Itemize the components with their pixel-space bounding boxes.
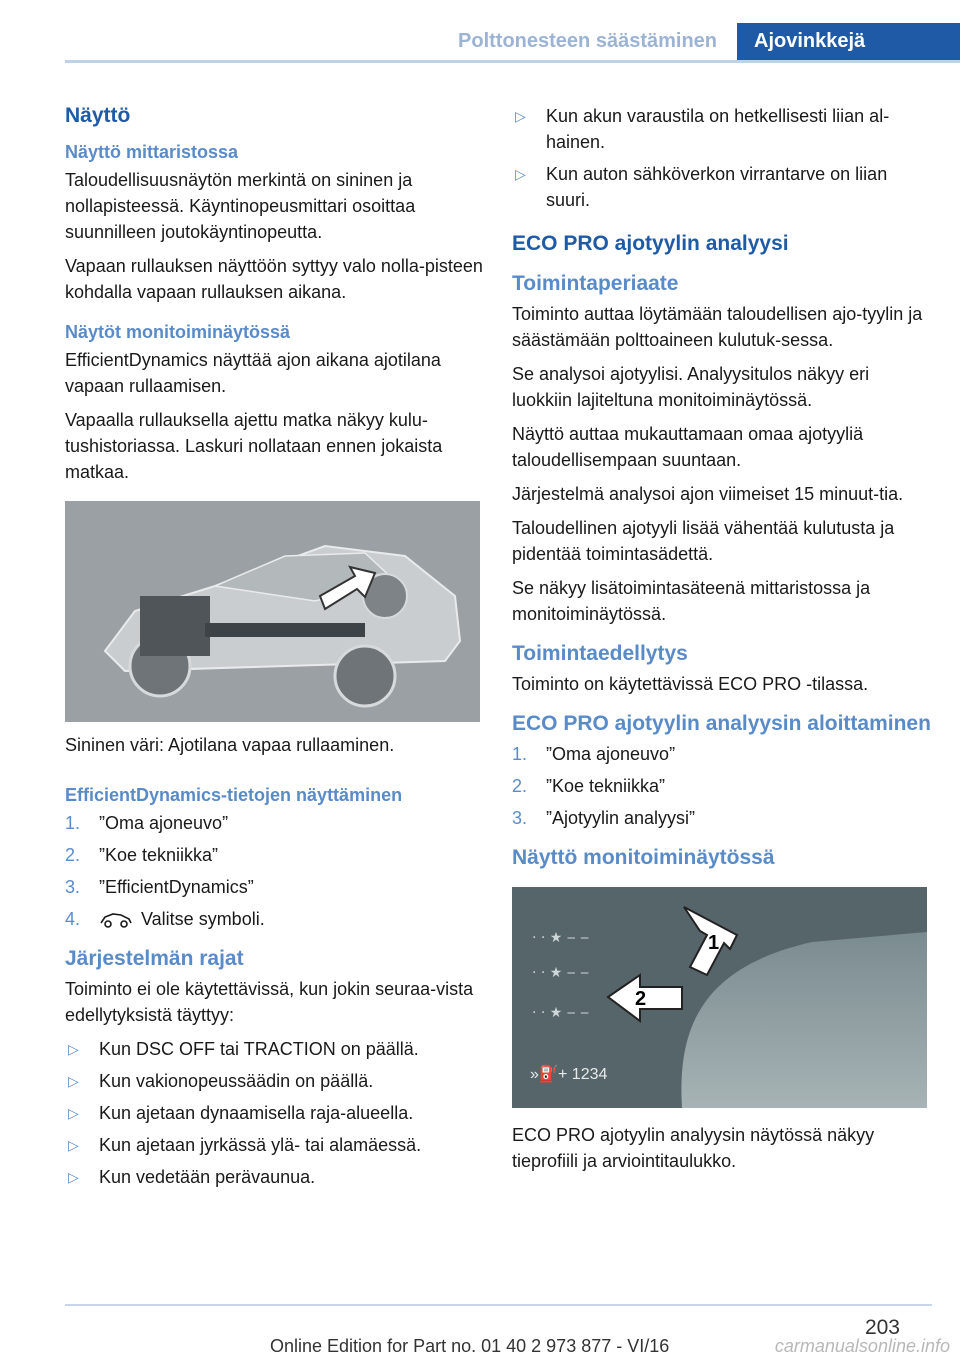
svg-text:1: 1 [708,932,720,954]
heading-toimintaedellytys: Toimintaedellytys [512,642,688,665]
list-item: 3. ”EfficientDynamics” [65,877,254,897]
heading-jarjestelman-rajat: Järjestelmän rajat [65,947,244,970]
section-heading-nayttoe: Näyttö [65,104,131,127]
paragraph: Vapaalla rullauksella ajettu matka näkyy kulu-tushistoriassa. Laskuri nollataan ennen jokaista matkaa. [65,410,443,482]
page-number: 203 [864,1316,900,1339]
paragraph: Taloudellisuusnäytön merkintä on sininen ja nollapisteessä. Käyntinopeusmittari osoittaa suunnilleen joutokäyntinopeutta. [65,170,416,242]
header-section-title: Polttonesteen säästäminen [458,30,717,52]
list-item: 3. ”Ajotyylin analyysi” [512,808,696,828]
header-chapter-tab: Ajovinkkejä [737,23,960,63]
eco-pro-display-image [512,887,927,1108]
header-divider [65,60,960,63]
svg-text:· · ★ ‒ ‒: · · ★ ‒ ‒ [532,1005,590,1021]
heading-toimintaperiaate: Toimintaperiaate [512,272,679,295]
paragraph: Järjestelmä analysoi ajon viimeiset 15 minuut-tia. [512,484,904,504]
paragraph: EfficientDynamics näyttää ajon aikana ajotilana vapaan rullaamisen. [65,350,441,396]
footer [0,1316,960,1356]
svg-text:»⛽: »⛽ [530,1066,559,1083]
footer-divider [65,1304,932,1306]
heading-naytto-monitoiminaytossa: Näyttö monitoiminäytössä [512,846,775,869]
list-item: ▷ Kun ajetaan dynaamisella raja-alueella. [68,1103,414,1123]
heading-analyysin-aloittaminen: ECO PRO ajotyylin analyysin aloittaminen [512,712,931,735]
image-caption: Sininen väri: Ajotilana vapaa rullaaminen. [65,735,395,755]
list-item: ▷ Kun vakionopeussäädin on päällä. [68,1071,374,1091]
paragraph: Toiminto auttaa löytämään taloudellisen ajo-tyylin ja säästämään polttoaineen kulutuk-sessa. [512,304,923,350]
steps-list [512,741,932,831]
subheading-efficientdynamics: EfficientDynamics-tietojen näyttäminen [65,785,403,805]
svg-text:· · ★ ‒ ‒: · · ★ ‒ ‒ [532,965,590,981]
list-item: ▷ Kun DSC OFF tai TRACTION on päällä. [68,1039,419,1059]
watermark: carmanualsonline.info [774,1336,950,1356]
paragraph: Näyttö auttaa mukauttamaan omaa ajotyyliä taloudellisempaan suuntaan. [512,424,864,470]
subheading-mittaristossa: Näyttö mittaristossa [65,142,239,162]
svg-text:2: 2 [635,988,647,1010]
list-item: ▷ Kun akun varaustila on hetkellisesti liian al-hainen. [515,106,890,152]
image-caption: ECO PRO ajotyylin analyysin näytössä näkyy tieprofiili ja arviointitaulukko. [512,1125,875,1171]
right-column [512,103,932,1188]
paragraph: Se näkyy lisätoimintasäteenä mittaristossa ja monitoiminäytössä. [512,578,871,624]
list-item: ▷ Kun ajetaan jyrkässä ylä- tai alamäessä. [68,1135,422,1155]
list-item: ▷ Kun auton sähköverkon virrantarve on liian suuri. [515,164,888,210]
svg-text:· · ★ ‒ ‒: · · ★ ‒ ‒ [532,930,590,946]
car-outline-icon [99,911,133,929]
svg-text:+ 1234: + 1234 [558,1066,608,1083]
list-item: 1. ”Oma ajoneuvo” [512,744,676,764]
subheading-monitoiminaytossa: Näytöt monitoiminäytössä [65,322,291,342]
limits-list [65,1036,483,1190]
paragraph: Vapaan rullauksen näyttöön syttyy valo nolla-pisteen kohdalla vapaan rullauksen aikana. [65,256,483,302]
list-item: 2. ”Koe tekniikka” [512,776,666,796]
section-heading-eco-pro: ECO PRO ajotyylin analyysi [512,232,789,255]
edition-line: Online Edition for Part no. 01 40 2 973 877 - VI/16 [270,1336,670,1356]
car-cutaway-image [65,501,480,722]
list-item: 1. ”Oma ajoneuvo” [65,813,229,833]
limits-list-continued [512,103,932,213]
steps-list [65,810,483,932]
paragraph: Taloudellinen ajotyyli lisää vähentää kulutusta ja pidentää toimintasädettä. [512,518,895,564]
paragraph: Toiminto ei ole käytettävissä, kun jokin seuraa-vista edellytyksistä täyttyy: [65,979,474,1025]
left-column [65,95,483,1198]
paragraph: Toiminto on käytettävissä ECO PRO -tilassa. [512,674,869,694]
list-item: 4. Valitse symboli. [65,909,265,929]
paragraph: Se analysoi ajotyylisi. Analyysitulos näkyy eri luokkiin lajiteltuna monitoiminäytössä. [512,364,870,410]
list-item: ▷ Kun vedetään perävaunua. [68,1167,316,1187]
list-item: 2. ”Koe tekniikka” [65,845,219,865]
